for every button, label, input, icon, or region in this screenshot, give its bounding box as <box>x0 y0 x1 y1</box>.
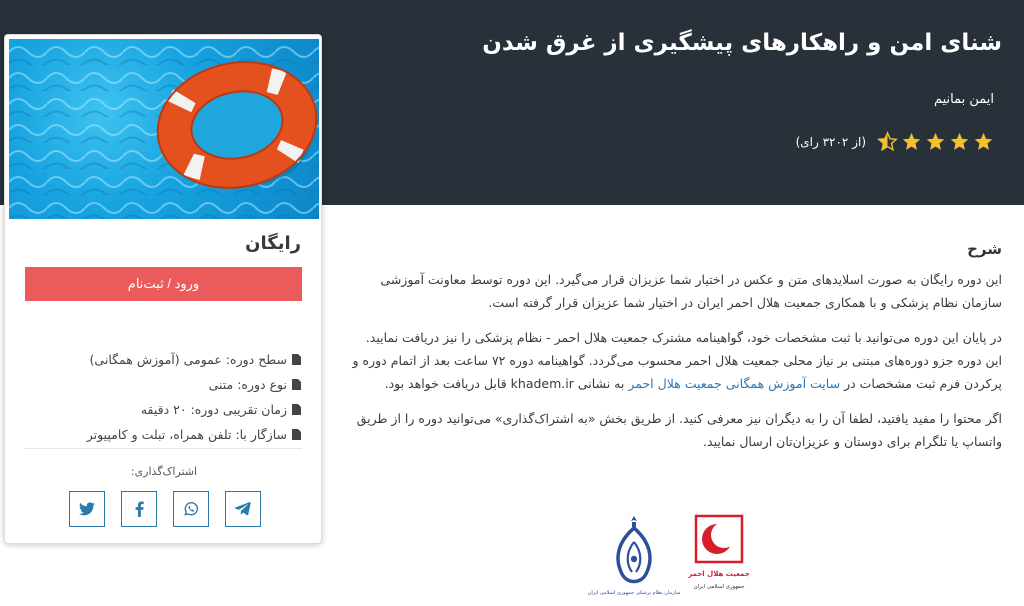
share-buttons <box>69 491 261 527</box>
share-whatsapp-button[interactable] <box>173 491 209 527</box>
rating-count: (از ۳۲۰۲ رای) <box>795 134 866 149</box>
course-details <box>31 347 301 447</box>
detail-duration <box>31 397 301 422</box>
medical-council-caption: سازمان نظام پزشکی جمهوری اسلامی ایران <box>587 590 681 596</box>
red-crescent-caption-2: جمهوری اسلامی ایران <box>693 584 745 590</box>
description-paragraph-2 <box>347 326 1002 395</box>
file-icon <box>292 404 301 415</box>
red-crescent-caption-1: جمعیت هلال احمر <box>688 570 750 578</box>
star-icon <box>901 131 922 152</box>
detail-compatibility <box>31 422 301 447</box>
telegram-icon <box>235 502 251 516</box>
description-p2-start: در پایان این دوره می‌توانید با ثبت مشخصات خود، گواهینامه مشترک جمعیت هلال احمر - نظام پزشکی را نیز دریافت نمایید. این دوره جزو دوره‌های مبتنی بر نیاز محلی جمعیت هلال احمر محسوب می‌گردد. گواهینامه دوره ۷۲ ساعت بعد از اتمام دوره و پرکردن فرم ثبت مشخصات در <box>352 330 1002 391</box>
description-body <box>347 268 1002 465</box>
share-twitter-button[interactable] <box>69 491 105 527</box>
description-p2-end: به نشانی khadem.ir قابل دریافت خواهد بود. <box>384 376 625 391</box>
partner-logos <box>587 512 760 602</box>
description-paragraph-1: این دوره رایگان به صورت اسلایدهای متن و عکس در اختیار شما عزیزان قرار می‌گیرد. این دوره توسط معاونت آموزشی سازمان نظام پزشکی و با همکاری جمعیت هلال احمر ایران در اختیار شما عزیزان قرار گرفته است. <box>380 272 1002 310</box>
course-image <box>9 39 319 219</box>
star-icon <box>973 131 994 152</box>
detail-type-text: نوع دوره: متنی <box>208 377 287 392</box>
star-icon <box>949 131 970 152</box>
detail-type <box>31 372 301 397</box>
medical-council-logo <box>588 516 681 596</box>
twitter-icon <box>79 502 95 516</box>
file-icon <box>292 379 301 390</box>
login-register-button[interactable]: ورود / ثبت‌نام <box>25 267 302 301</box>
instructor-name: ایمن بمانیم <box>933 92 994 107</box>
detail-level <box>31 347 301 372</box>
share-facebook-button[interactable] <box>121 491 157 527</box>
course-card <box>4 34 322 544</box>
detail-duration-text: زمان تقریبی دوره: ۲۰ دقیقه <box>140 402 287 417</box>
share-label: اشتراک‌گذاری: <box>130 465 198 478</box>
file-icon <box>292 429 301 440</box>
whatsapp-icon <box>183 501 199 517</box>
logos-graphic <box>587 512 760 602</box>
description-title: شرح <box>967 240 1002 258</box>
half-star-icon <box>877 131 898 152</box>
red-crescent-logo <box>687 516 750 590</box>
red-crescent-education-link[interactable]: سایت آموزش همگانی جمعیت هلال احمر <box>628 376 841 391</box>
lifebuoy-image <box>9 39 319 219</box>
file-icon <box>292 354 301 365</box>
course-price: رایگان <box>245 233 301 254</box>
facebook-icon <box>135 501 144 517</box>
course-title: شنای امن و راهکارهای پیشگیری از غرق شدن <box>482 30 1002 56</box>
share-telegram-button[interactable] <box>225 491 261 527</box>
divider <box>25 448 302 449</box>
detail-compatibility-text: سازگار با: تلفن همراه، تبلت و کامپیوتر <box>86 427 287 442</box>
description-paragraph-3: اگر محتوا را مفید یافتید، لطفا آن را به دیگران نیز معرفی کنید. از طریق بخش «به اشتراک‌گذاری» می‌توانید دوره را از طریق واتساپ یا تلگرام برای دوستان و عزیزان‌تان ارسال نمایید. <box>356 411 1002 449</box>
star-icon <box>925 131 946 152</box>
course-rating <box>796 131 994 152</box>
detail-level-text: سطح دوره: عمومی (آموزش همگانی) <box>89 352 287 367</box>
